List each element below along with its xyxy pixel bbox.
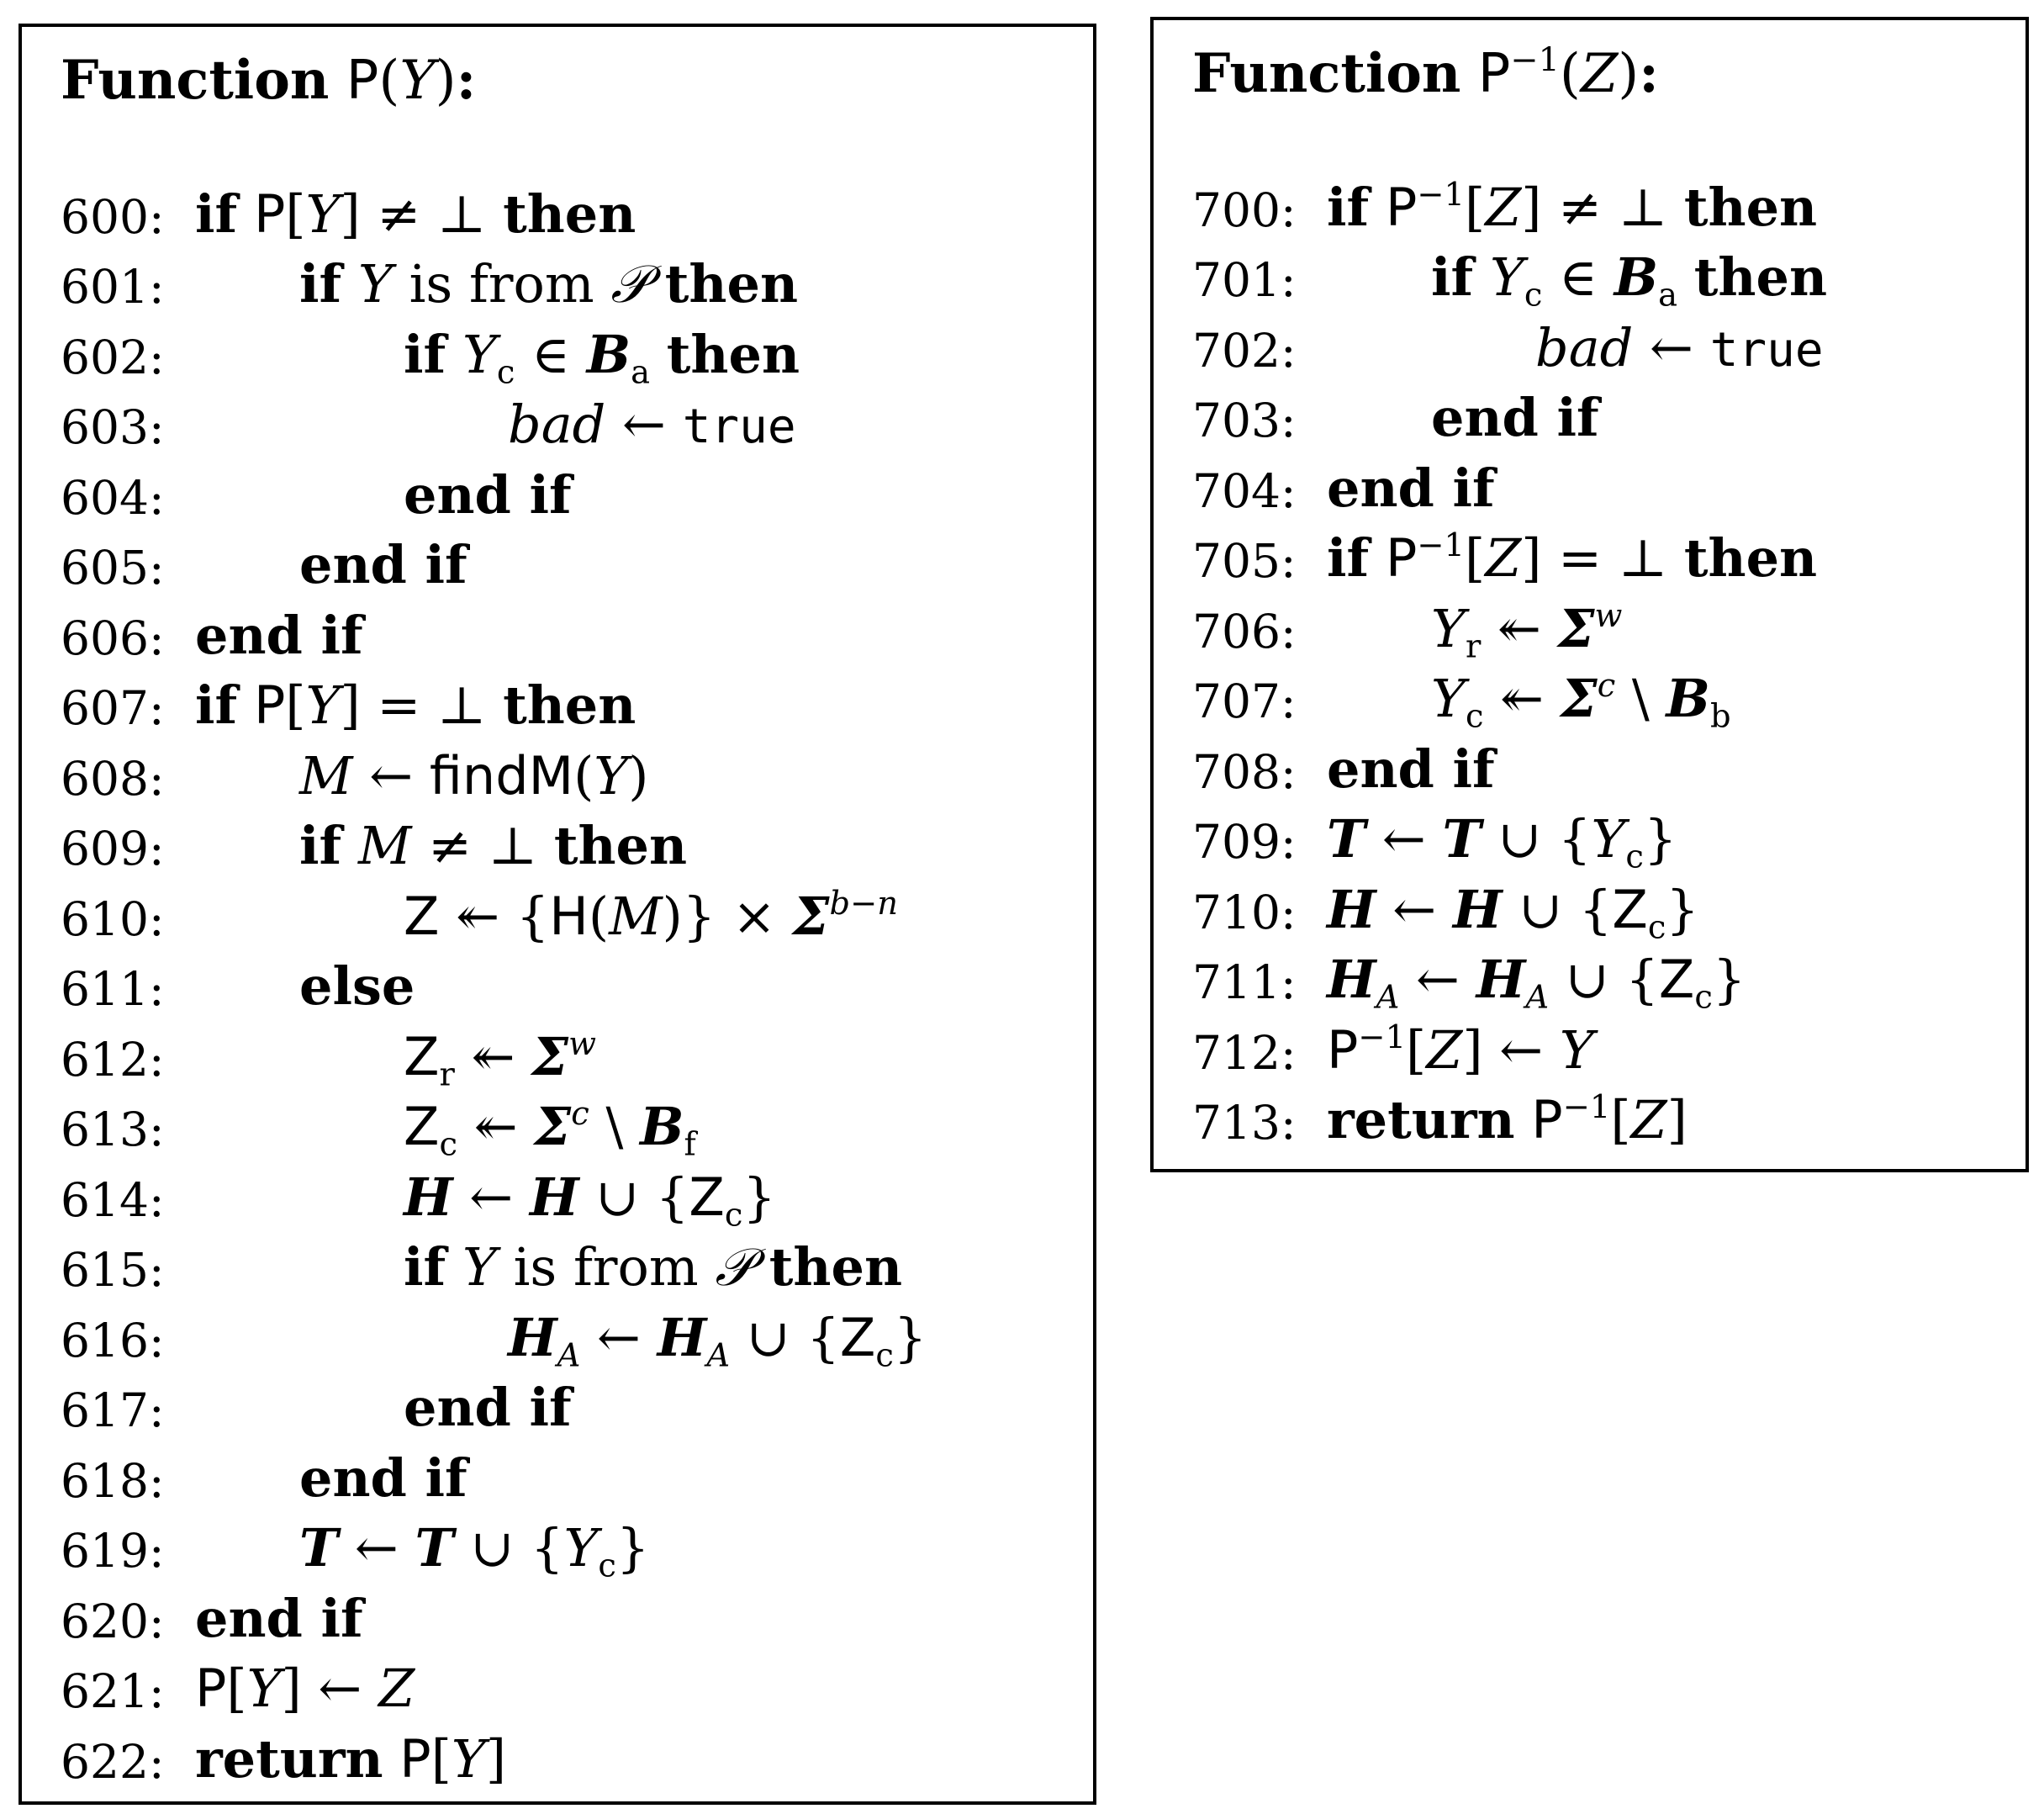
code-line: 707: $Y_c$ ↞ $\Sigma^c$ \ $B_b$: [1192, 667, 1731, 736]
code-line: 700: if $P^{-1}[Z]$ ≠ ⊥ then: [1192, 175, 1818, 238]
code-line: 605: end if: [61, 534, 467, 595]
function-p-inverse-box: [1150, 17, 2029, 1172]
code-line: 710: H ← H ∪ $\{Z_c\}$: [1192, 878, 1699, 946]
code-line: 600: if P[Y] ≠ ⊥ then: [61, 182, 636, 245]
function-p-inverse-lines: [1192, 163, 1828, 1150]
code-line: 601: if Y is from 𝒫 then: [61, 253, 799, 315]
code-line: 622: return P[Y]: [61, 1727, 507, 1790]
code-line: 607: if P[Y] = ⊥ then: [61, 674, 636, 736]
code-line: 620: end if: [61, 1587, 363, 1649]
code-line: 614: H ← H ∪ $\{Z_c\}$: [61, 1166, 776, 1234]
code-line: 704: end if: [1192, 457, 1495, 519]
code-line: 706: $Y_r$ ↞ $\Sigma^w$: [1192, 596, 1623, 665]
code-line: 703: end if: [1192, 387, 1599, 448]
function-p-lines: [61, 170, 927, 1790]
code-line: 613: $Z_c$ ↞ $\Sigma^c$ \ $B_f$: [61, 1095, 696, 1164]
code-line: 621: P[Y] ← Z: [61, 1658, 415, 1719]
function-p-title: Function P(Y):: [61, 49, 477, 112]
code-line: 713: return $P^{-1}[Z]$: [1192, 1088, 1687, 1150]
code-line: 608: M ← findM(Y): [61, 744, 649, 807]
function-p-box: [18, 24, 1096, 1805]
code-line: 602: if $Y_c$ ∈ $B_a$ then: [61, 323, 800, 391]
function-p-inverse-title: Function $P^{-1}(Z)$:: [1192, 40, 1659, 105]
code-line: 618: end if: [61, 1446, 467, 1509]
code-line: 619: T ← T ∪ $\{Y_c\}$: [61, 1517, 650, 1585]
code-line: 708: end if: [1192, 738, 1495, 800]
code-line: 616: $H_A$ ← $H_A$ ∪ $\{Z_c\}$: [61, 1306, 927, 1374]
code-line: 610: Z ↞ $\{H(M)\} \times \Sigma^{b-n}$: [61, 884, 899, 947]
code-line: 612: $Z_r$ ↞ $\Sigma^w$: [61, 1024, 596, 1093]
code-line: 604: end if: [61, 463, 572, 526]
code-line: 609: if M ≠ ⊥ then: [61, 815, 688, 876]
code-line: 709: T ← T ∪ $\{Y_c\}$: [1192, 808, 1677, 876]
code-line: 712: $P^{-1}[Z]$ ← Y: [1192, 1018, 1594, 1081]
code-line: 617: end if: [61, 1377, 572, 1438]
code-line: 702: bad ← true: [1192, 316, 1824, 378]
code-line: 611: else: [61, 955, 415, 1017]
code-line: 705: if $P^{-1}[Z]$ = ⊥ then: [1192, 526, 1818, 589]
code-line: 701: if $Y_c$ ∈ $B_a$ then: [1192, 246, 1828, 315]
code-line: 711: $H_A$ ← $H_A$ ∪ $\{Z_c\}$: [1192, 949, 1746, 1017]
code-line: 606: end if: [61, 604, 363, 666]
code-line: 615: if Y is from 𝒫 then: [61, 1236, 903, 1298]
code-line: 603: bad ← true: [61, 394, 796, 455]
